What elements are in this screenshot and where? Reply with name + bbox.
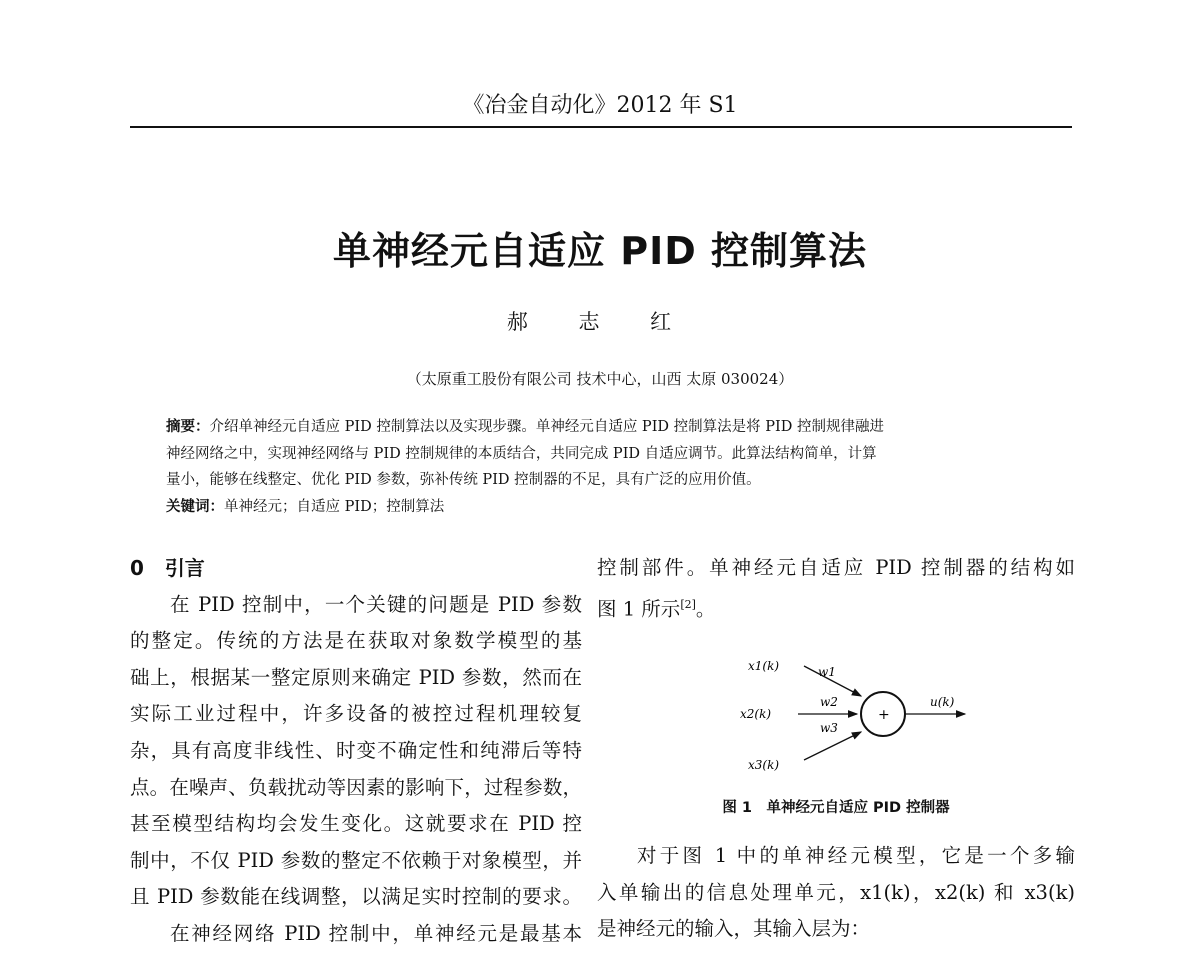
body-line: 且 PID 参数能在线调整，以满足实时控制的要求。 — [130, 885, 582, 909]
section-number: 0 — [130, 556, 144, 580]
input-label: x2(k) — [740, 707, 772, 721]
body-line: 础上，根据某一整定原则来确定 PID 参数，然而在 — [130, 665, 582, 689]
body-line: 的整定。传统的方法是在获取对象数学模型的基 — [130, 629, 582, 653]
body-line: 点。在噪声、负载扰动等因素的影响下，过程参数， — [130, 775, 582, 799]
keywords-line — [166, 494, 1036, 521]
weight-label: w2 — [820, 695, 838, 709]
body-line — [597, 587, 1075, 624]
abstract-line: 神经网络之中，实现神经网络与 PID 控制规律的本质结合，共同完成 PID 自适应调节。此算法结构简单，计算 — [166, 445, 877, 462]
body-text: 。 — [695, 597, 716, 621]
abstract-line — [166, 414, 1036, 441]
keywords-label: 关键词： — [166, 498, 224, 516]
figure-caption: 图 1 单神经元自适应 PID 控制器 — [722, 800, 950, 816]
sum-symbol: + — [878, 707, 890, 723]
keywords: 单神经元；自适应 PID；控制算法 — [224, 499, 445, 516]
body-line: 在 PID 控制中，一个关键的问题是 PID 参数 — [170, 592, 582, 616]
citation: [2] — [680, 597, 696, 611]
right-column-bottom — [597, 838, 1075, 948]
neuron-diagram — [720, 648, 980, 778]
body-line: 甚至模型结构均会发生变化。这就要求在 PID 控 — [130, 812, 582, 836]
body-line: 在神经网络 PID 控制中，单神经元是最基本 — [170, 921, 582, 945]
input-label: x3(k) — [748, 758, 780, 772]
abstract-label: 摘要： — [166, 418, 210, 435]
section-title: 引言 — [164, 556, 205, 580]
abstract-line: 量小，能够在线整定、优化 PID 参数，弥补传统 PID 控制器的不足，具有广泛的应用价值。 — [166, 472, 761, 489]
body-line: 杂，具有高度非线性、时变不确定性和纯滞后等特 — [130, 738, 582, 762]
body-line: 是神经元的输入，其输入层为： — [597, 917, 871, 941]
abstract-text: 介绍单神经元自适应 PID 控制算法以及实现步骤。单神经元自适应 PID 控制算法是将 PID 控制规律融进 — [209, 419, 884, 435]
section-heading — [130, 550, 582, 587]
left-column — [130, 550, 582, 953]
body-line: 控制部件。单神经元自适应 PID 控制器的结构如 — [597, 556, 1075, 579]
input-label: x1(k) — [748, 659, 780, 673]
input-arrow — [804, 732, 861, 760]
body-line: 制中，不仅 PID 参数的整定不依赖于对象模型，并 — [130, 848, 582, 872]
header-rule — [130, 126, 1072, 128]
paper-title: 单神经元自适应 PID 控制算法 — [333, 229, 867, 273]
right-column-top — [597, 550, 1075, 623]
body-line: 实际工业过程中，许多设备的被控过程机理较复 — [130, 702, 582, 726]
body-text: 图 1 所示 — [597, 597, 681, 621]
weight-label: w1 — [818, 665, 836, 679]
abstract — [166, 414, 1036, 521]
output-label: u(k) — [930, 695, 955, 709]
body-line: 对于图 1 中的单神经元模型，它是一个多输 — [637, 844, 1075, 867]
body-line: 入单输出的信息处理单元，x1(k)，x2(k) 和 x3(k) — [597, 880, 1075, 904]
author: 郝 志 红 — [506, 310, 694, 334]
journal-header: 《冶金自动化》2012 年 S1 — [462, 93, 738, 118]
weight-label: w3 — [820, 721, 838, 735]
affiliation: （太原重工股份有限公司 技术中心，山西 太原 030024） — [406, 370, 794, 388]
